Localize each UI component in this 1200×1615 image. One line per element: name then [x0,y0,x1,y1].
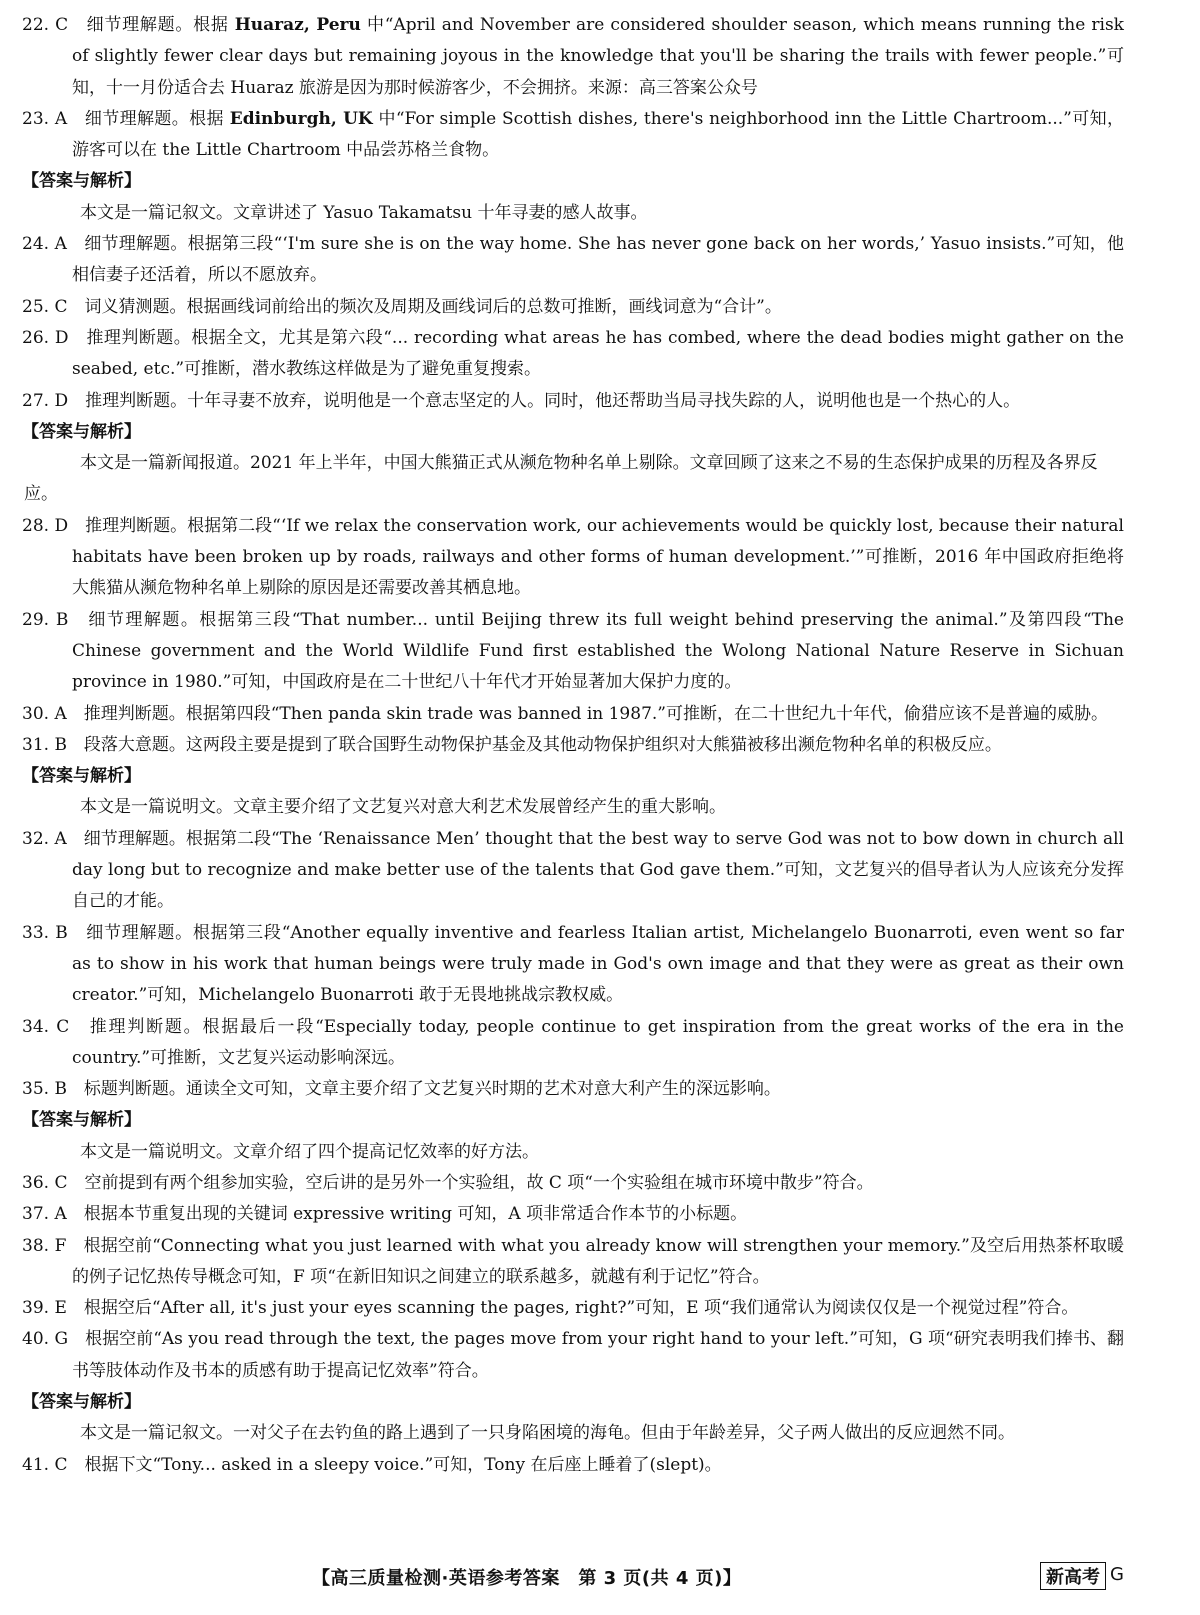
answer-item: 31. B 段落大意题。这两段主要是提到了联合国野生动物保护基金及其他动物保护组织对大熊猫被移出濒危物种名单的积极反应。 [22,734,1002,755]
footer-title: 【高三质量检测·英语参考答案 第 3 页(共 4 页)】 [312,1568,742,1589]
answer-document [22,10,1124,1481]
section-heading: 【答案与解析】 [22,171,141,192]
passage-summary: 本文是一篇说明文。文章主要介绍了文艺复兴对意大利艺术发展曾经产生的重大影响。 [80,797,726,818]
section-heading: 【答案与解析】 [22,421,141,442]
answer-item: 34. C 推理判断题。根据最后一段“Especially today, people continue to get inspiration from the great works of the era in the country.”可推断，文艺复兴运动影响深远。 [22,1016,1124,1068]
answer-item: 29. B 细节理解题。根据第三段“That number... until Beijing threw its full weight behind preserving the animal.”及第四段“The Chinese government and the World Wildlife Fund first established the Wolong National Nature Reserve in Sichuan province in 1980.”可知，中国政府是在二十世纪八十年代才开始显著加大保护力度的。 [22,609,1124,693]
footer-code: G [1110,1564,1124,1585]
passage-summary: 本文是一篇记叙文。文章讲述了 Yasuo Takamatsu 十年寻妻的感人故事。 [80,202,648,223]
section-heading: 【答案与解析】 [22,766,141,787]
answer-item: 39. E 根据空后“After all, it's just your eyes scanning the pages, right?”可知，E 项“我们通常认为阅读仅仅是一个视觉过程”符合。 [22,1298,1079,1319]
passage-summary: 本文是一篇新闻报道。2021 年上半年，中国大熊猫正式从濒危物种名单上剔除。文章回顾了这来之不易的生态保护成果的历程及各界反应。 [24,453,1098,505]
answer-item: 38. F 根据空前“Connecting what you just learned with what you already know will strengthen your memory.”及空后用热茶杯取暖的例子记忆热传导概念可知，F 项“在新旧知识之间建立的联系越多，就越有利于记忆”符合。 [22,1235,1124,1287]
answer-item: 22. C 细节理解题。根据 Huaraz, Peru 中“April and November are considered shoulder season, which means running the risk of slightly fewer clear days but remaining joyous in the knowledge that you'll be sharing the trails with fewer people.”可知，十一月份适合去 Huaraz 旅游是因为那时候游客少，不会拥挤。来源：高三答案公众号 [22,15,1124,98]
answer-item: 41. C 根据下文“Tony... asked in a sleepy voice.”可知，Tony 在后座上睡着了(slept)。 [22,1454,722,1475]
footer-badge: 新高考 [1040,1562,1106,1590]
answer-item: 23. A 细节理解题。根据 Edinburgh, UK 中“For simple Scottish dishes, there's neighborhood inn the Little Chartroom...”可知，游客可以在 the Little Chartroom 中品尝苏格兰食物。 [22,108,1124,161]
answer-item: 28. D 推理判断题。根据第二段“‘If we relax the conservation work, our achievements would be quickly lost, because their natural habitats have been broken up by roads, railways and other forms of human development.’”可推断，2016 年中国政府拒绝将大熊猫从濒危物种名单上剔除的原因是还需要改善其栖息地。 [22,515,1124,599]
answer-item: 36. C 空前提到有两个组参加实验，空后讲的是另外一个实验组，故 C 项“一个实验组在城市环境中散步”符合。 [22,1172,874,1193]
answer-item: 37. A 根据本节重复出现的关键词 expressive writing 可知，A 项非常适合作本节的小标题。 [22,1204,748,1225]
passage-summary: 本文是一篇记叙文。一对父子在去钓鱼的路上遇到了一只身陷困境的海龟。但由于年龄差异，父子两人做出的反应迥然不同。 [80,1423,1015,1444]
section-heading: 【答案与解析】 [22,1392,141,1413]
passage-summary: 本文是一篇说明文。文章介绍了四个提高记忆效率的好方法。 [80,1141,539,1162]
answer-item: 32. A 细节理解题。根据第二段“The ‘Renaissance Men’ thought that the best way to serve God was not to bow down in church all day long but to recognize and make better use of the talents that God gave them.”可知，文艺复兴的倡导者认为人应该充分发挥自己的才能。 [22,828,1124,912]
page-footer [0,1560,1200,1600]
answer-item: 24. A 细节理解题。根据第三段“‘I'm sure she is on the way home. She has never gone back on her words,’ Yasuo insists.”可知，他相信妻子还活着，所以不愿放弃。 [22,234,1124,286]
answer-item: 27. D 推理判断题。十年寻妻不放弃，说明他是一个意志坚定的人。同时，他还帮助当局寻找失踪的人，说明他也是一个热心的人。 [22,390,1021,411]
answer-item: 26. D 推理判断题。根据全文，尤其是第六段“... recording what areas he has combed, where the dead bodies might gather on the seabed, etc.”可推断，潜水教练这样做是为了避免重复搜索。 [22,327,1124,380]
answer-item: 40. G 根据空前“As you read through the text, the pages move from your right hand to your left.”可知，G 项“研究表明我们捧书、翻书等肢体动作及书本的质感有助于提高记忆效率”符合。 [22,1329,1124,1381]
section-heading: 【答案与解析】 [22,1110,141,1131]
answer-item: 33. B 细节理解题。根据第三段“Another equally inventive and fearless Italian artist, Michelangelo Buonarroti, even went so far as to show in his work that human beings were truly made in God's own image and that they were as great as their own creator.”可知，Michelangelo Buonarroti 敢于无畏地挑战宗教权威。 [22,922,1124,1006]
answer-item: 25. C 词义猜测题。根据画线词前给出的频次及周期及画线词后的总数可推断，画线词意为“合计”。 [22,296,782,317]
answer-item: 35. B 标题判断题。通读全文可知，文章主要介绍了文艺复兴时期的艺术对意大利产生的深远影响。 [22,1079,781,1100]
answer-item: 30. A 推理判断题。根据第四段“Then panda skin trade was banned in 1987.”可推断，在二十世纪九十年代，偷猎应该不是普遍的威胁。 [22,703,1108,724]
